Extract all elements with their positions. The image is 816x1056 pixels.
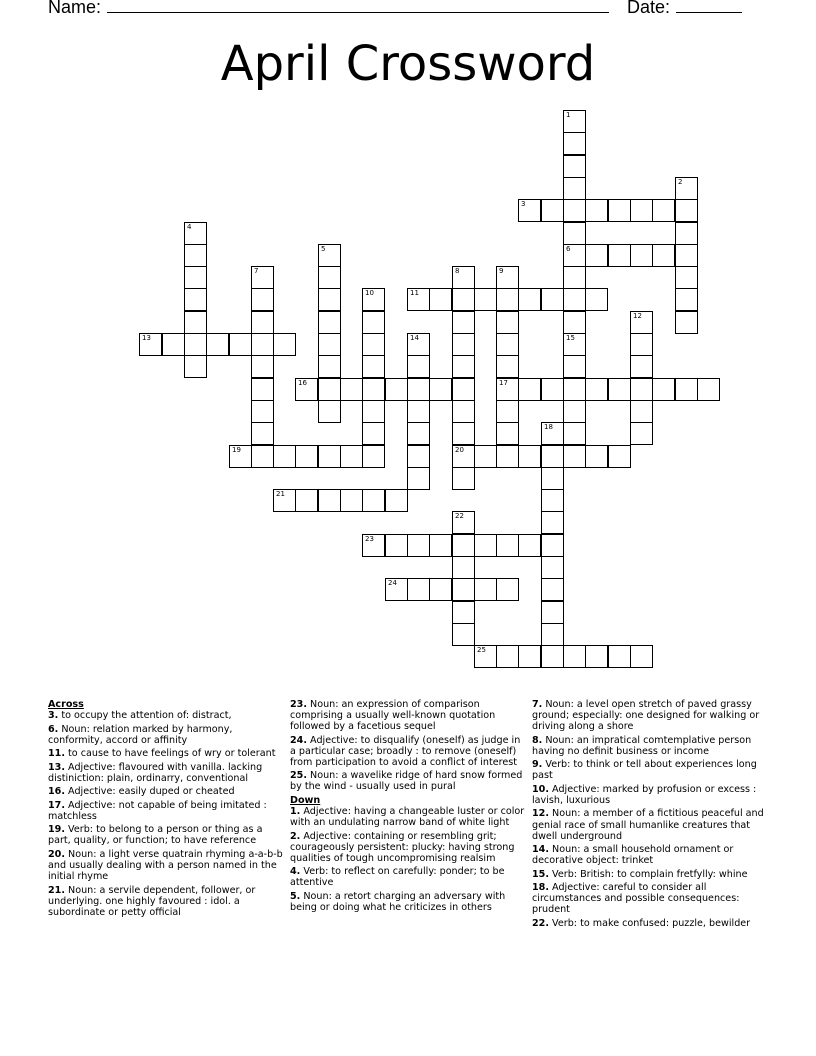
cell-number: 7 [254,267,259,275]
grid-cell[interactable] [318,445,341,468]
clue-number: 21. [48,884,65,896]
clue-number: 5. [290,890,301,902]
clue-number: 17. [48,799,65,811]
cell-number: 18 [544,423,553,431]
cell-number: 19 [232,446,241,454]
clue-text: Verb: to belong to a person or thing as a part, quality, or function; to have reference [48,824,263,847]
grid-cell[interactable] [184,333,207,356]
grid-cell[interactable] [318,288,341,311]
grid-cell[interactable] [295,489,318,512]
clue-text: Verb: British: to complain fretfylly: whine [549,868,748,880]
grid-cell[interactable] [474,645,497,668]
cell-number: 17 [499,379,508,387]
grid-cell[interactable] [675,244,698,267]
clue-number: 16. [48,786,65,798]
cell-number: 4 [187,223,192,231]
clue-item [532,735,768,757]
clue-item [532,844,768,866]
clue-number: 6. [48,723,59,735]
grid-cell[interactable] [452,378,475,401]
grid-cell[interactable] [585,244,608,267]
grid-cell[interactable] [251,400,274,423]
grid-cell[interactable] [563,266,586,289]
clue-text: Noun: a light verse quatrain rhyming a-a-b-b and usually dealing with a person named in the initial rhyme [48,848,283,883]
grid-cell[interactable] [340,445,363,468]
grid-cell[interactable] [452,422,475,445]
grid-cell[interactable] [563,378,586,401]
grid-cell[interactable] [206,333,229,356]
grid-cell[interactable] [318,266,341,289]
cell-number: 3 [521,200,526,208]
grid-cell[interactable] [362,400,385,423]
grid-cell[interactable] [362,534,385,557]
grid-cell[interactable] [184,288,207,311]
cell-number: 13 [142,334,151,342]
grid-cell[interactable] [563,333,586,356]
grid-cell[interactable] [541,511,564,534]
grid-cell[interactable] [630,422,653,445]
clue-number: 25. [290,770,307,782]
grid-cell[interactable] [362,378,385,401]
grid-cell[interactable] [407,400,430,423]
grid-cell[interactable] [541,578,564,601]
clue-number: 11. [48,748,65,760]
grid-cell[interactable] [407,445,430,468]
cell-number: 12 [633,312,642,320]
grid-cell[interactable] [184,266,207,289]
grid-cell[interactable] [518,534,541,557]
clue-item [290,770,526,792]
grid-cell[interactable] [608,445,631,468]
clue-text: Noun: an expression of comparison comprising a usually well-known quotation followed by a facetious sequel [290,699,496,733]
grid-cell[interactable] [452,601,475,624]
grid-cell[interactable] [362,445,385,468]
clue-text: Noun: an impratical comtemplative person having no definit business or income [532,734,752,757]
grid-cell[interactable] [541,445,564,468]
cell-number: 22 [455,512,464,520]
grid-cell[interactable] [452,467,475,490]
grid-cell[interactable] [452,266,475,289]
grid-cell[interactable] [407,422,430,445]
clue-list-across-1 [48,710,284,918]
grid-cell[interactable] [318,489,341,512]
cell-number: 14 [410,334,419,342]
grid-cell[interactable] [407,467,430,490]
grid-cell[interactable] [563,355,586,378]
grid-cell[interactable] [273,333,296,356]
cell-number: 15 [566,334,575,342]
date-label: Date: [627,0,671,17]
cell-number: 16 [298,379,307,387]
clue-text: Adjective: careful to consider all circumstances and possible consequences: prudent [532,882,740,916]
grid-cell[interactable] [630,355,653,378]
grid-cell[interactable] [496,288,519,311]
grid-cell[interactable] [407,355,430,378]
clue-text: Verb: to reflect on carefully: ponder; to be attentive [290,866,505,889]
grid-cell[interactable] [563,445,586,468]
clue-item [48,786,284,797]
grid-cell[interactable] [295,378,318,401]
grid-cell[interactable] [541,378,564,401]
clue-item [290,735,526,768]
clue-text: Adjective: having a changeable luster or color with an undulating narrow band of white light [290,806,525,829]
cell-number: 8 [455,267,460,275]
grid-cell[interactable] [340,378,363,401]
grid-cell[interactable] [429,578,452,601]
grid-cell[interactable] [496,355,519,378]
grid-cell[interactable] [630,311,653,334]
grid-cell[interactable] [251,378,274,401]
clue-text: Adjective: marked by profusion or excess : lavish, luxurious [532,783,757,806]
clue-item [290,866,526,888]
grid-cell[interactable] [697,378,720,401]
clue-number: 2. [290,830,301,842]
down-heading: Down [290,794,321,806]
cell-number: 25 [477,646,486,654]
grid-cell[interactable] [251,266,274,289]
name-label: Name: [48,0,102,17]
clue-number: 18. [532,882,549,894]
clues-column-3 [532,699,768,931]
clue-number: 3. [48,710,59,722]
clue-number: 20. [48,848,65,860]
grid-cell[interactable] [452,333,475,356]
grid-cell[interactable] [585,645,608,668]
grid-cell[interactable] [541,645,564,668]
grid-cell[interactable] [474,578,497,601]
grid-cell[interactable] [385,578,408,601]
grid-cell[interactable] [563,155,586,178]
grid-cell[interactable] [318,244,341,267]
grid-cell[interactable] [429,378,452,401]
grid-cell[interactable] [518,645,541,668]
grid-cell[interactable] [273,489,296,512]
grid-cell[interactable] [318,400,341,423]
clues-column-2 [290,699,526,915]
grid-cell[interactable] [652,378,675,401]
grid-cell[interactable] [251,355,274,378]
cell-number: 10 [365,289,374,297]
grid-cell[interactable] [563,222,586,245]
clue-number: 24. [290,734,307,746]
across-heading: Across [48,699,84,710]
grid-cell[interactable] [407,534,430,557]
clue-text: Noun: a small household ornament or decorative object: trinket [532,844,734,867]
clue-item [48,762,284,784]
clue-number: 10. [532,783,549,795]
grid-cell[interactable] [563,288,586,311]
clue-text: Noun: a wavelike ridge of hard snow formed by the wind - usually used in pural [290,770,523,793]
clue-text: Adjective: flavoured with vanilla. lacking distiniction: plain, ordinarry, conventional [48,761,263,784]
grid-cell[interactable] [474,534,497,557]
grid-cell[interactable] [630,244,653,267]
grid-cell[interactable] [452,445,475,468]
grid-cell[interactable] [452,400,475,423]
cell-number: 9 [499,267,504,275]
grid-cell[interactable] [541,422,564,445]
clue-number: 13. [48,761,65,773]
clue-item [48,724,284,746]
grid-cell[interactable] [229,445,252,468]
grid-cell[interactable] [675,222,698,245]
cell-number: 23 [365,535,374,543]
cell-number: 2 [678,178,683,186]
grid-cell[interactable] [385,534,408,557]
grid-cell[interactable] [496,645,519,668]
grid-cell[interactable] [362,333,385,356]
grid-cell[interactable] [184,222,207,245]
clue-item [532,699,768,732]
grid-cell[interactable] [563,422,586,445]
clue-text: Adjective: to disqualify (oneself) as judge in a particular case; broadly : to remove (oneself) from participation to avoid a conflict of interest [290,734,521,768]
page-title: April Crossword [220,36,596,92]
grid-cell[interactable] [630,199,653,222]
grid-cell[interactable] [675,288,698,311]
cell-number: 6 [566,245,571,253]
grid-cell[interactable] [630,333,653,356]
clue-text: Noun: a retort charging an adversary with being or doing what he criticizes in others [290,890,506,913]
clue-number: 19. [48,824,65,836]
clue-number: 22. [532,917,549,929]
grid-cell[interactable] [496,378,519,401]
clue-number: 12. [532,808,549,820]
grid-cell[interactable] [362,422,385,445]
grid-cell[interactable] [585,199,608,222]
grid-cell[interactable] [630,378,653,401]
grid-cell[interactable] [184,311,207,334]
grid-cell[interactable] [496,422,519,445]
grid-cell[interactable] [251,422,274,445]
clue-number: 8. [532,734,543,746]
grid-cell[interactable] [652,199,675,222]
clue-list-down-1 [290,806,526,913]
cell-number: 1 [566,111,571,119]
clue-text: to occupy the attention of: distract, [58,710,232,722]
grid-cell[interactable] [452,578,475,601]
grid-cell[interactable] [362,311,385,334]
grid-cell[interactable] [541,601,564,624]
grid-cell[interactable] [518,378,541,401]
grid-cell[interactable] [541,623,564,646]
grid-cell[interactable] [385,378,408,401]
clue-list-across-2 [290,699,526,793]
grid-cell[interactable] [496,333,519,356]
cell-number: 20 [455,446,464,454]
cell-number: 11 [410,289,419,297]
clue-item [48,849,284,882]
grid-cell[interactable] [675,177,698,200]
grid-cell[interactable] [474,288,497,311]
grid-cell[interactable] [608,199,631,222]
clue-text: Noun: relation marked by harmony, conformity, accord or affinity [48,723,233,746]
clue-item [48,800,284,822]
grid-cell[interactable] [675,378,698,401]
clue-number: 14. [532,844,549,856]
grid-cell[interactable] [407,288,430,311]
grid-cell[interactable] [496,445,519,468]
clue-text: Adjective: easily duped or cheated [65,786,235,798]
clue-item [48,748,284,759]
clue-text: Noun: a level open stretch of paved grassy ground; especially: one designed for walking or driving along a shore [532,699,760,733]
grid-cell[interactable] [496,311,519,334]
grid-cell[interactable] [608,378,631,401]
grid-cell[interactable] [563,645,586,668]
clue-text: Noun: a member of a fictitious peaceful and genial race of small humanlike creatures that dwell underground [532,808,764,842]
clue-item [532,759,768,781]
grid-cell[interactable] [251,333,274,356]
clue-item [48,710,284,721]
clue-item [532,808,768,841]
clue-text: Verb: to make confused: puzzle, bewilder [549,917,751,929]
grid-cell[interactable] [318,378,341,401]
grid-cell[interactable] [496,400,519,423]
grid-cell[interactable] [362,489,385,512]
clue-item [532,918,768,929]
grid-cell[interactable] [273,445,296,468]
clues-column-1 [48,699,284,920]
clue-item [532,869,768,880]
clue-number: 7. [532,699,543,710]
grid-cell[interactable] [541,199,564,222]
grid-cell[interactable] [496,534,519,557]
grid-cell[interactable] [518,199,541,222]
grid-cell[interactable] [563,132,586,155]
grid-cell[interactable] [251,288,274,311]
grid-cell[interactable] [630,645,653,668]
grid-cell[interactable] [474,445,497,468]
grid-cell[interactable] [318,333,341,356]
grid-cell[interactable] [452,623,475,646]
clue-number: 15. [532,868,549,880]
clue-item [48,885,284,918]
grid-cell[interactable] [675,311,698,334]
clue-item [48,824,284,846]
grid-cell[interactable] [518,445,541,468]
grid-cell[interactable] [407,578,430,601]
grid-cell[interactable] [541,556,564,579]
grid-cell[interactable] [496,578,519,601]
grid-cell[interactable] [184,355,207,378]
grid-cell[interactable] [563,244,586,267]
grid-cell[interactable] [429,288,452,311]
grid-cell[interactable] [518,288,541,311]
grid-cell[interactable] [652,244,675,267]
grid-cell[interactable] [318,355,341,378]
cell-number: 5 [321,245,326,253]
grid-cell[interactable] [184,244,207,267]
clue-text: to cause to have feelings of wry or tolerant [65,748,276,760]
clue-text: Noun: a servile dependent, follower, or underlying. one highly favoured : idol. a subordinate or petty official [48,884,256,918]
clue-item [532,882,768,915]
grid-cell[interactable] [229,333,252,356]
grid-cell[interactable] [407,333,430,356]
clue-list-down-2 [532,699,768,929]
grid-cell[interactable] [563,199,586,222]
grid-cell[interactable] [675,199,698,222]
grid-cell[interactable] [452,534,475,557]
grid-cell[interactable] [585,288,608,311]
grid-cell[interactable] [139,333,162,356]
grid-cell[interactable] [385,489,408,512]
grid-cell[interactable] [452,556,475,579]
grid-cell[interactable] [630,400,653,423]
clue-item [290,891,526,913]
grid-cell[interactable] [496,266,519,289]
grid-cell[interactable] [541,534,564,557]
grid-cell[interactable] [541,288,564,311]
grid-cell[interactable] [608,645,631,668]
grid-cell[interactable] [362,288,385,311]
grid-cell[interactable] [585,378,608,401]
clue-text: Verb: to think or tell about experiences long past [532,759,757,782]
grid-cell[interactable] [251,445,274,468]
grid-cell[interactable] [452,511,475,534]
grid-cell[interactable] [251,311,274,334]
grid-cell[interactable] [563,400,586,423]
grid-cell[interactable] [608,244,631,267]
clue-item [290,806,526,828]
grid-cell[interactable] [295,445,318,468]
grid-cell[interactable] [452,355,475,378]
grid-cell[interactable] [452,288,475,311]
clue-item [532,784,768,806]
grid-cell[interactable] [541,489,564,512]
grid-cell[interactable] [563,177,586,200]
grid-cell[interactable] [162,333,185,356]
grid-cell[interactable] [541,467,564,490]
cell-number: 24 [388,579,397,587]
grid-cell[interactable] [452,311,475,334]
clue-number: 1. [290,806,301,818]
clue-text: Adjective: not capable of being imitated : matchless [48,799,267,822]
grid-cell[interactable] [675,266,698,289]
clue-number: 4. [290,866,301,878]
grid-cell[interactable] [585,445,608,468]
grid-cell[interactable] [318,311,341,334]
clue-number: 9. [532,759,543,771]
grid-cell[interactable] [407,378,430,401]
clue-item [290,831,526,864]
clue-number: 23. [290,699,307,710]
clue-item [290,699,526,732]
grid-cell[interactable] [563,311,586,334]
clue-text: Adjective: containing or resembling grit; courageously persistent: plucky: having strong qualities of tough uncompromising realsim [290,830,515,864]
grid-cell[interactable] [429,534,452,557]
grid-cell[interactable] [563,110,586,133]
grid-cell[interactable] [340,489,363,512]
cell-number: 21 [276,490,285,498]
grid-cell[interactable] [362,355,385,378]
